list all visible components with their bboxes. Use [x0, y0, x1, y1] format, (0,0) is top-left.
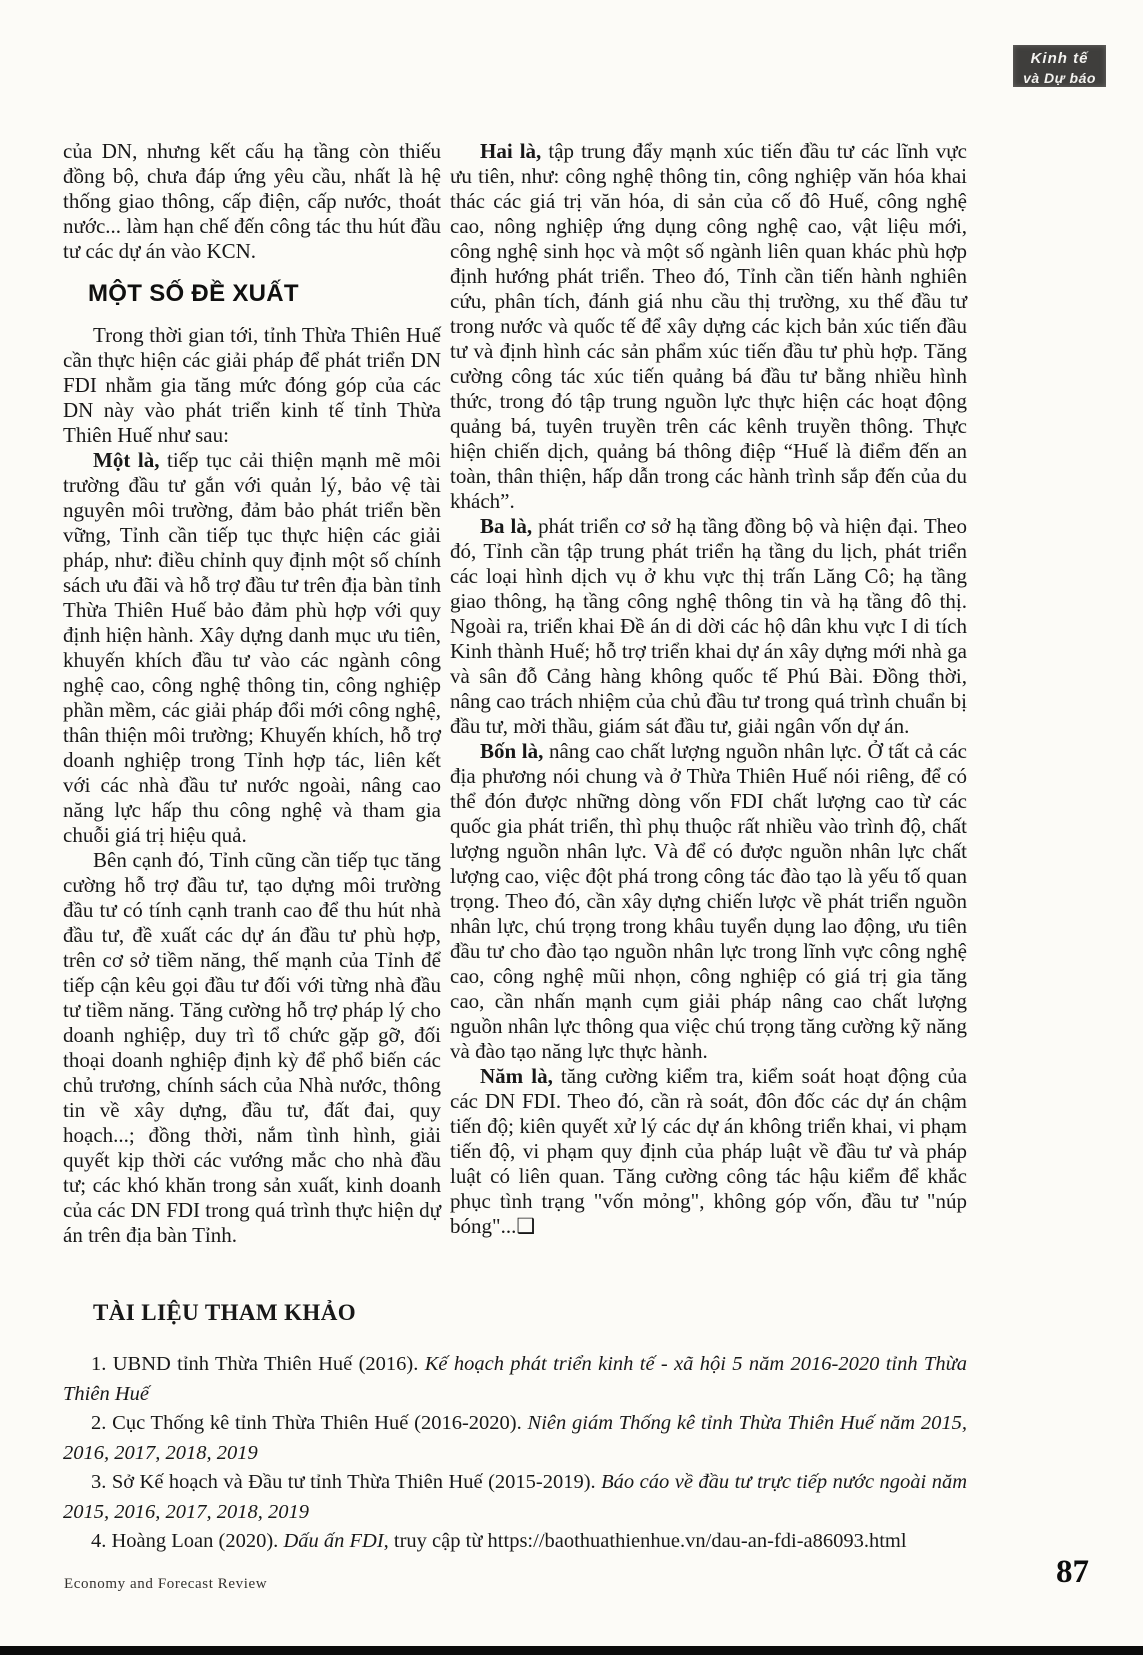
reference-text: UBND tỉnh Thừa Thiên Huế (2016).: [106, 1353, 425, 1375]
paragraph: [450, 1064, 967, 1239]
paragraph-text: tiếp tục cải thiện mạnh mẽ môi trường đầu tư gắn với quản lý, bảo vệ tài nguyên môi trường, đảm bảo phát triển bền vững, Tỉnh cần tiếp tục thực hiện các giải pháp, như: điều chỉnh quy định một số chính sách ưu đãi và hỗ trợ đầu tư trên địa bàn tỉnh Thừa Thiên Huế bảo đảm phù hợp với quy định hiện hành. Xây dựng danh mục ưu tiên, khuyến khích đầu tư vào các ngành công nghệ cao, công nghệ thông tin, công nghiệp phần mềm, các giải pháp đổi mới công nghệ, thân thiện môi trường; Khuyến khích, hỗ trợ doanh nghiệp trong Tỉnh hợp tác, liên kết với các nhà đầu tư nước ngoài, nâng cao năng lực hấp thu công nghệ và tham gia chuỗi giá trị hiệu quả.: [63, 448, 441, 847]
paragraph-text: tăng cường kiểm tra, kiểm soát hoạt động của các DN FDI. Theo đó, cần rà soát, đôn đốc các dự án chậm tiến độ; kiên quyết xử lý các dự án không triển khai, vi phạm tiến độ, vi phạm quy định của pháp luật về đầu tư và pháp luật có liên quan. Tăng cường công tác hậu kiểm để khắc phục tình trạng "vốn mỏng", không góp vốn, đầu tư "núp bóng"...❑: [450, 1064, 967, 1238]
journal-logo-badge: [1013, 45, 1106, 87]
paragraph: [450, 139, 967, 514]
reference-number: 4.: [91, 1530, 107, 1552]
page-bottom-scan-bar: [0, 1646, 1143, 1655]
paragraph-lead: Một là,: [93, 448, 160, 472]
section-heading: MỘT SỐ ĐỀ XUẤT: [88, 280, 299, 307]
journal-logo-line2: và Dự báo: [1023, 70, 1096, 86]
footer-journal-name: Economy and Forecast Review: [64, 1576, 268, 1592]
right-column: [450, 139, 967, 1239]
paragraph: Bên cạnh đó, Tỉnh cũng cần tiếp tục tăng cường hỗ trợ đầu tư, tạo dựng môi trường đầu tư có tính cạnh tranh cao để thu hút nhà đầu tư, đề xuất các dự án đầu tư phù hợp, trên cơ sở tiềm năng, thế mạnh của Tỉnh để tiếp cận kêu gọi đầu tư đối với từng nhà đầu tư tiềm năng. Tăng cường hỗ trợ pháp lý cho doanh nghiệp, duy trì tổ chức gặp gỡ, đối thoại doanh nghiệp định kỳ để phổ biến các chủ trương, chính sách của Nhà nước, thông tin về xây dựng, đầu tư, đất đai, quy hoạch...; đồng thời, nắm tình hình, giải quyết kịp thời các vướng mắc cho nhà đầu tư; các khó khăn trong sản xuất, kinh doanh của các DN FDI trong quá trình thực hiện dự án trên địa bàn Tỉnh.: [63, 848, 441, 1247]
intro-paragraph: của DN, nhưng kết cấu hạ tầng còn thiếu đồng bộ, chưa đáp ứng yêu cầu, nhất là hệ thống giao thông, cấp điện, cấp nước, thoát nước... làm hạn chế đến công tác thu hút đầu tư các dự án vào KCN.: [63, 139, 441, 263]
paragraph-text: nâng cao chất lượng nguồn nhân lực. Ở tất cả các địa phương nói chung và ở Thừa Thiên Huế nói riêng, để có thể đón được những dòng vốn FDI chất lượng cao từ các quốc gia phát triển, thì phụ thuộc rất nhiều vào trình độ, chất lượng nguồn nhân lực. Và để có được nguồn nhân lực chất lượng cao, việc đột phá trong công tác đào tạo là yếu tố quan trọng. Theo đó, cần xây dựng chiến lược về phát triển nguồn nhân lực, chú trọng trong khâu tuyển dụng lao động, ưu tiên đầu tư cho đào tạo nguồn nhân lực trong lĩnh vực công nghệ cao, công nghệ mũi nhọn, công nghiệp có giá trị gia tăng cao, cần nhấn mạnh cụm giải pháp nâng cao chất lượng nguồn nhân lực thông qua việc chú trọng tăng cường kỹ năng và đào tạo năng lực thực hành.: [450, 739, 967, 1063]
reference-url: , truy cập từ https://baothuathienhue.vn/dau-an-fdi-a86093.html: [383, 1530, 907, 1552]
paragraph-lead: Bốn là,: [480, 739, 544, 763]
reference-item: [63, 1468, 967, 1527]
journal-logo-line1: Kinh tế: [1030, 50, 1089, 67]
footer-page-number: 87: [1056, 1554, 1089, 1590]
paragraph: [450, 514, 967, 739]
reference-text: Hoàng Loan (2020).: [106, 1530, 284, 1552]
paragraph-text: tập trung đẩy mạnh xúc tiến đầu tư các lĩnh vực ưu tiên, như: công nghệ thông tin, công nghiệp văn hóa khai thác các giá trị văn hóa, di sản của cố đô Huế, công nghệ cao, nông nghiệp ứng dụng công nghệ cao, vật liệu mới, công nghệ sinh học và một số ngành liên quan khác phù hợp định hướng phát triển. Theo đó, Tỉnh cần tiến hành nghiên cứu, phân tích, đánh giá nhu cầu thị trường, xu thế đầu tư trong nước và quốc tế để xây dựng các kịch bản xúc tiến đầu tư và định hình các sản phẩm xúc tiến đầu tư phù hợp. Tăng cường công tác xúc tiến quảng bá đầu tư bằng nhiều hình thức, trong đó tập trung nguồn lực thực hiện các hoạt động quảng bá, tuyên truyền trên các kênh truyền thông. Thực hiện chiến dịch, quảng bá thông điệp “Huế là điểm đến an toàn, thân thiện, hấp dẫn trong các hành trình sắp đến của du khách”.: [450, 139, 967, 513]
paragraph: Trong thời gian tới, tỉnh Thừa Thiên Huế cần thực hiện các giải pháp để phát triển DN FDI nhằm gia tăng mức đóng góp của các DN này vào phát triển kinh tế tỉnh Thừa Thiên Huế như sau:: [63, 323, 441, 447]
references-heading: TÀI LIỆU THAM KHẢO: [93, 1300, 357, 1325]
reference-item: [63, 1409, 967, 1468]
reference-title: Kế hoạch phát triển kinh tế - xã hội 5 năm 2016-2020 tỉnh Thừa Thiên Huế: [63, 1353, 968, 1405]
reference-text: Cục Thống kê tỉnh Thừa Thiên Huế (2016-2020).: [106, 1412, 528, 1434]
reference-item: [63, 1527, 967, 1557]
paragraph: [63, 448, 441, 848]
reference-text: Sở Kế hoạch và Đầu tư tỉnh Thừa Thiên Huế (2015-2019).: [106, 1471, 602, 1493]
left-column: [63, 139, 441, 1248]
paragraph-lead: Hai là,: [480, 139, 542, 163]
paragraph-lead: Ba là,: [480, 514, 533, 538]
paragraph-text: phát triển cơ sở hạ tầng đồng bộ và hiện đại. Theo đó, Tỉnh cần tập trung phát triển hạ tầng du lịch, phát triển các loại hình dịch vụ ở khu vực thị trấn Lăng Cô; hạ tầng giao thông, hạ tầng công nghệ thông tin và hạ tầng đô thị. Ngoài ra, triển khai Đề án di dời các hộ dân khu vực I di tích Kinh thành Huế; hỗ trợ triển khai dự án xây dựng mới nhà ga và sân đỗ Cảng hàng không quốc tế Phú Bài. Đồng thời, nâng cao trách nhiệm của chủ đầu tư trong quá trình chuẩn bị đầu tư, mời thầu, giám sát đầu tư, giải ngân vốn dự án.: [450, 514, 968, 738]
reference-title: Niên giám Thống kê tỉnh Thừa Thiên Huế năm 2015, 2016, 2017, 2018, 2019: [63, 1412, 967, 1464]
reference-item: [63, 1350, 967, 1409]
paragraph-lead: Năm là,: [480, 1064, 553, 1088]
paragraph: [450, 739, 967, 1064]
reference-title: Dấu ấn FDI: [283, 1530, 384, 1552]
reference-number: 1.: [91, 1353, 107, 1375]
references-section: [63, 1300, 967, 1557]
reference-number: 2.: [91, 1412, 107, 1434]
reference-title: Báo cáo về đầu tư trực tiếp nước ngoài năm 2015, 2016, 2017, 2018, 2019: [63, 1471, 968, 1523]
reference-number: 3.: [91, 1471, 107, 1493]
